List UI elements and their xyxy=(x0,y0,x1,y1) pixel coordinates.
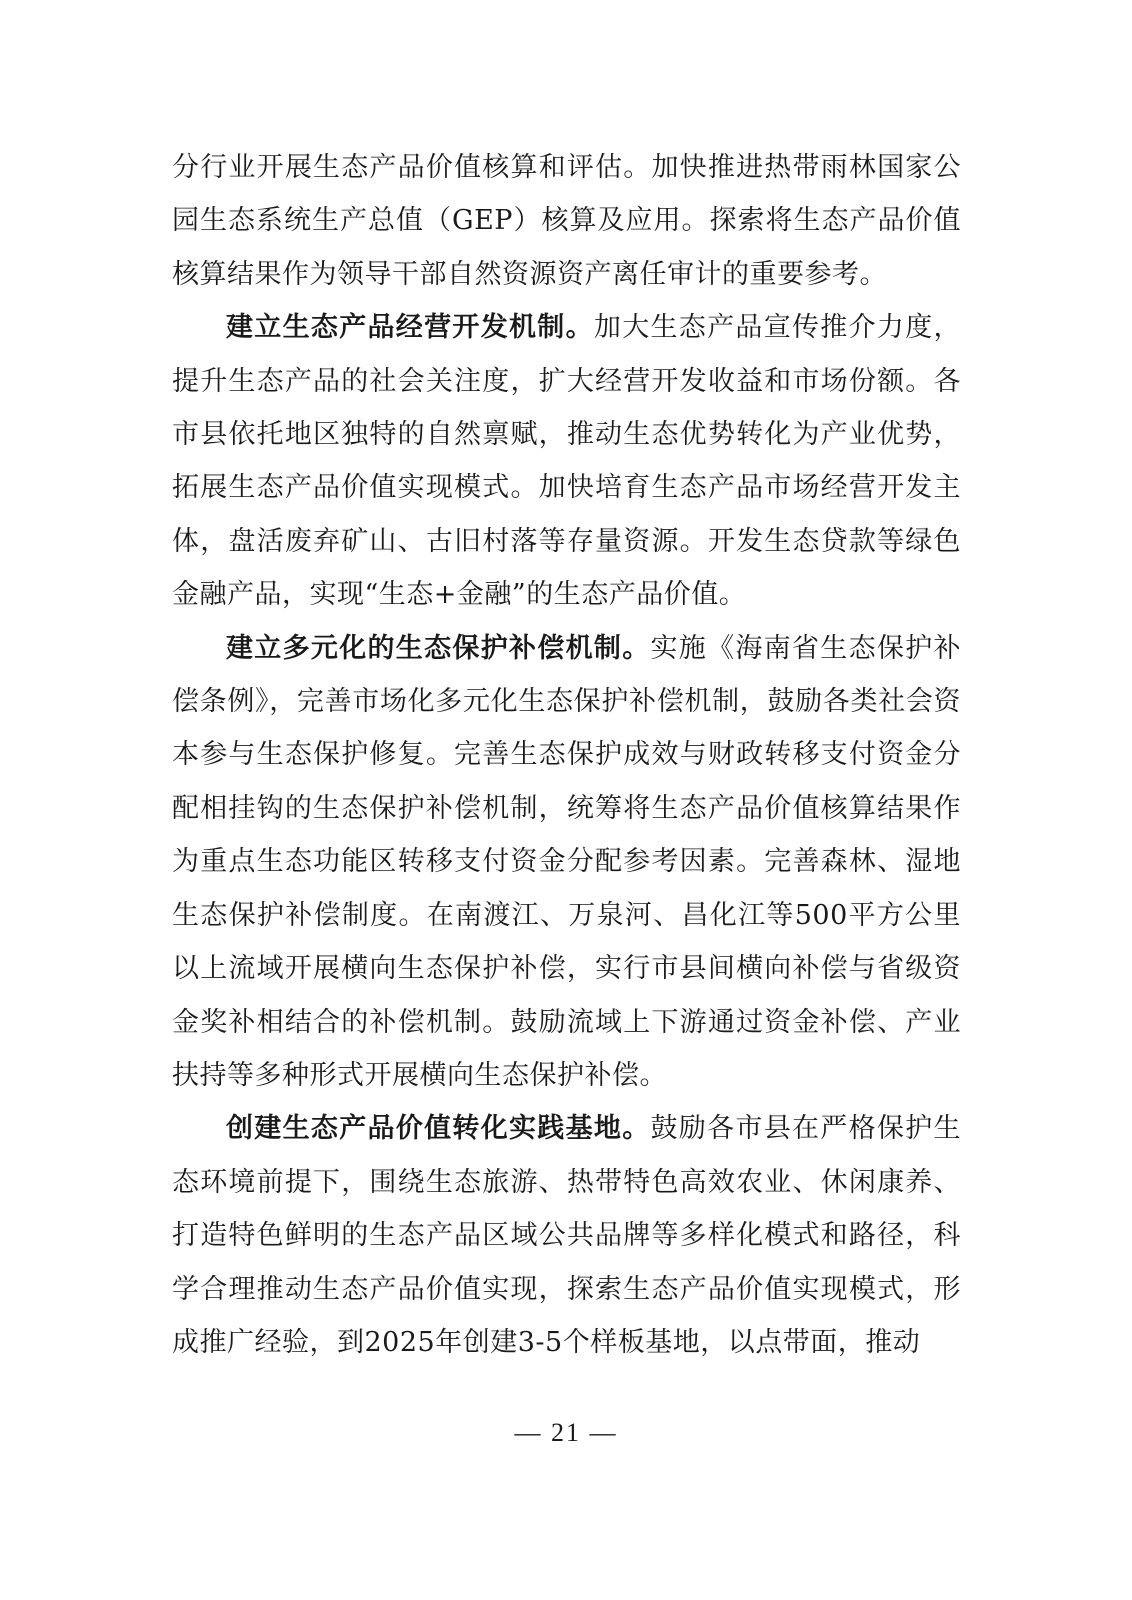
paragraph-1 xyxy=(172,141,961,301)
paragraph-2-text: 加大生态产品宣传推介力度，提升生态产品的社会关注度，扩大经营开发收益和市场份额。各市县依托地区独特的自然禀赋，推动生态优势转化为产业优势，拓展生态产品价值实现模式。加快培育生态产品市场经营开发主体，盘活废弃矿山、古旧村落等存量资源。开发生态贷款等绿色金融产品，实现“生态+金融”的生态产品价值。 xyxy=(172,312,962,611)
paragraph-2-heading: 建立生态产品经营开发机制。 xyxy=(226,312,594,344)
paragraph-4-text: 鼓励各市县在严格保护生态环境前提下，围绕生态旅游、热带特色高效农业、休闲康养、打造特色鲜明的生态产品区域公共品牌等多样化模式和路径，科学合理推动生态产品价值实现，探索生态产品价值实现模式，形成推广经验，到2025年创建3-5个样板基地，以点带面，推动 xyxy=(172,1113,961,1358)
body-text xyxy=(172,141,961,1369)
paragraph-4-heading: 创建生态产品价值转化实践基地。 xyxy=(226,1113,651,1145)
paragraph-1-text: 分行业开展生态产品价值核算和评估。加快推进热带雨林国家公园生态系统生产总值（GEP）核算及应用。探索将生态产品价值核算结果作为领导干部自然资源资产离任审计的重要参考。 xyxy=(172,152,961,290)
paragraph-3-heading: 建立多元化的生态保护补偿机制。 xyxy=(226,632,651,664)
page-number: — 21 — xyxy=(514,1418,618,1447)
paragraph-2 xyxy=(172,301,961,621)
paragraph-3 xyxy=(172,622,961,1103)
paragraph-4 xyxy=(172,1102,961,1369)
paragraph-3-text: 实施《海南省生态保护补偿条例》，完善市场化多元化生态保护补偿机制，鼓励各类社会资本参与生态保护修复。完善生态保护成效与财政转移支付资金分配相挂钩的生态保护补偿机制，统筹将生态产品价值核算结果作为重点生态功能区转移支付资金分配参考因素。完善森林、湿地生态保护补偿制度。在南渡江、万泉河、昌化江等500平方公里以上流域开展横向生态保护补偿，实行市县间横向补偿与省级资金奖补相结合的补偿机制。鼓励流域上下游通过资金补偿、产业扶持等多种形式开展横向生态保护补偿。 xyxy=(172,632,961,1091)
